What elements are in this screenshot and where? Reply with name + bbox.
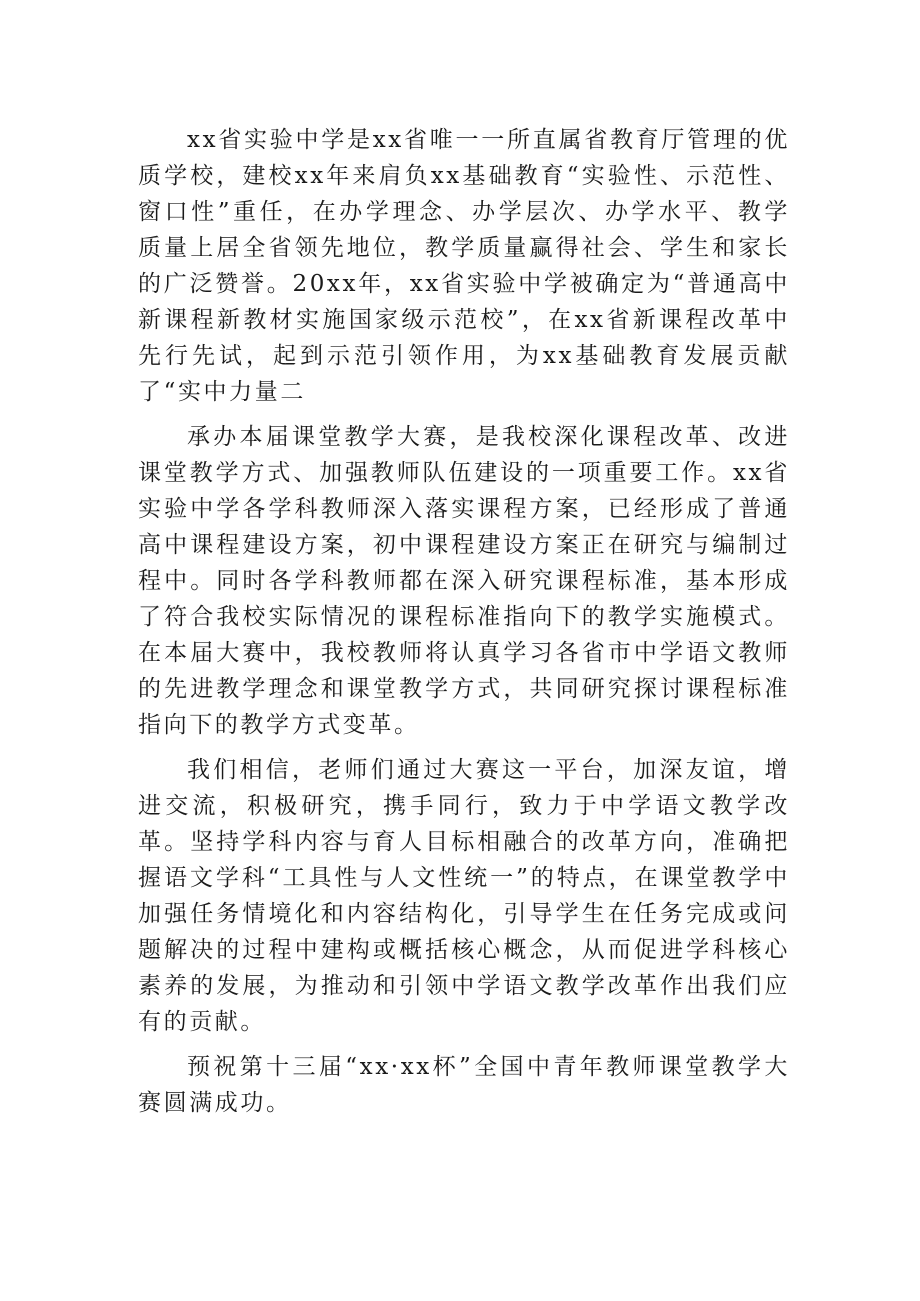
paragraph-belief: 我们相信，老师们通过大赛这一平台，加深友谊，增进交流，积极研究，携手同行，致力于中学语文教学改革。坚持学科内容与育人目标相融合的改革方向，准确把握语文学科“工具性与人文性统一”的特点，在课堂教学中加强任务情境化和内容结构化，引导学生在任务完成或问题解决的过程中建构或概括核心概念，从而促进学科核心素养的发展，为推动和引领中学语文教学改革作出我们应有的贡献。 [138,757,790,1035]
paragraph-school-intro: xx省实验中学是xx省唯一一所直属省教育厅管理的优质学校，建校xx年来肩负xx基础教育“实验性、示范性、窗口性”重任，在办学理念、办学层次、办学水平、教学质量上居全省领先地位，教学质量赢得社会、学生和家长的广泛赞誉。20xx年，xx省实验中学被确定为“普通高中新课程新教材实施国家级示范校”，在xx省新课程改革中先行先试，起到示范引领作用，为xx基础教育发展贡献了“实中力量二 [138,127,790,405]
document-body [138,122,790,1130]
paragraph-closing-wish: 预祝第十三届“xx·xx杯”全国中青年教师课堂教学大赛圆满成功。 [138,1054,790,1116]
paragraph-competition-hosting: 承办本届课堂教学大赛，是我校深化课程改革、改进课堂教学方式、加强教师队伍建设的一项重要工作。xx省实验中学各学科教师深入落实课程方案，已经形成了普通高中课程建设方案，初中课程建设方案正在研究与编制过程中。同时各学科教师都在深入研究课程标准，基本形成了符合我校实际情况的课程标准指向下的教学实施模式。在本届大赛中，我校教师将认真学习各省市中学语文教师的先进教学理念和课堂教学方式，共同研究探讨课程标准指向下的教学方式变革。 [138,424,790,738]
